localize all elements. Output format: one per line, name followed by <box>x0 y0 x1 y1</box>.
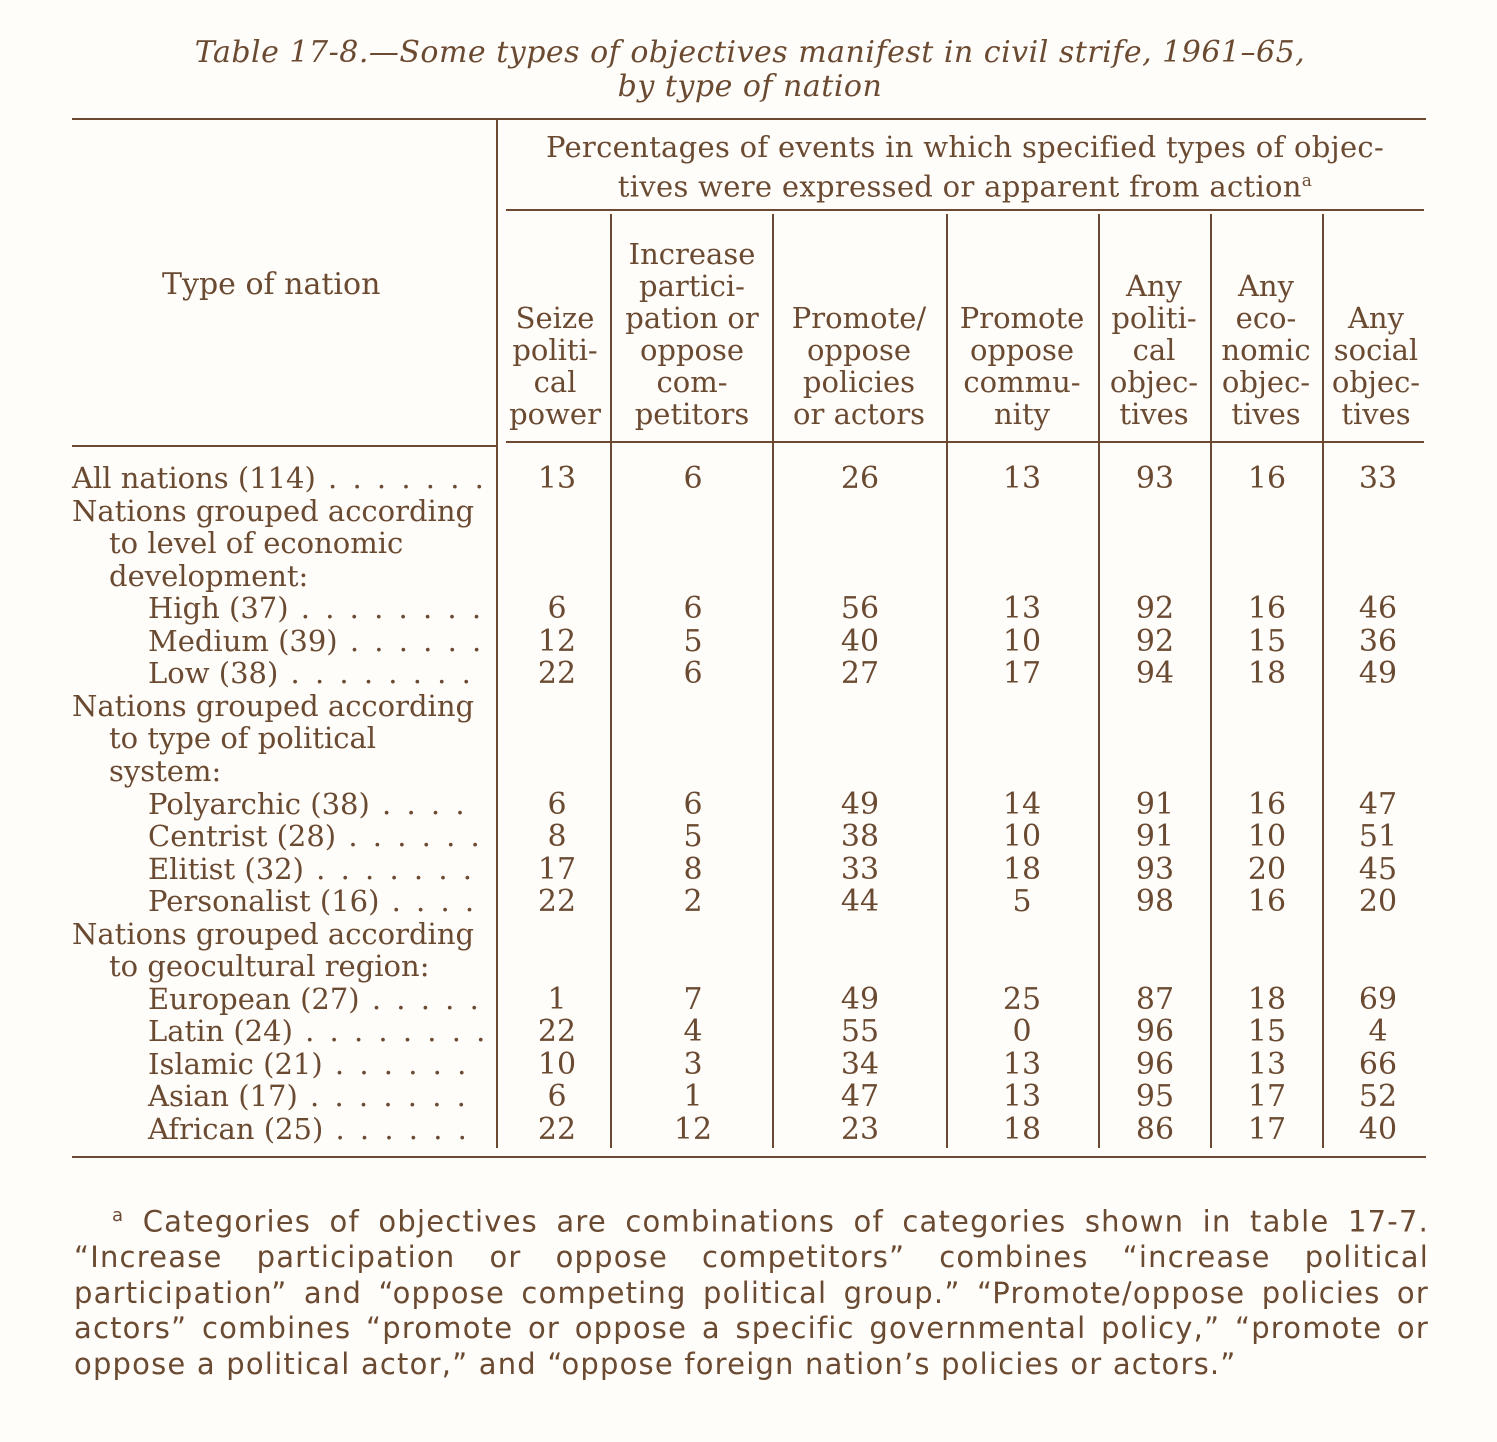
row-label <box>109 755 221 788</box>
table-cell: 13 <box>1002 1046 1042 1082</box>
table-row <box>72 1113 1432 1146</box>
column-header <box>774 302 944 430</box>
table-cell: 96 <box>1135 1046 1175 1082</box>
table-cell: 8 <box>547 819 567 855</box>
table-cell: 10 <box>1247 819 1287 855</box>
table-cell: 17 <box>1002 656 1042 692</box>
row-label <box>109 527 403 560</box>
table-cell: 49 <box>1358 656 1398 692</box>
table-cell: 49 <box>840 786 880 822</box>
table-cell: 2 <box>683 884 703 920</box>
column-header-line: objec- <box>1221 365 1311 399</box>
column-header-line: politi- <box>1111 301 1197 335</box>
table-cell: 87 <box>1135 981 1175 1017</box>
row-label <box>72 690 474 723</box>
table-cell: 10 <box>537 1046 577 1082</box>
column-header-line: Any <box>1237 269 1294 303</box>
column-header-line: Promote/ <box>791 301 927 335</box>
table-cell: 22 <box>537 1112 577 1147</box>
row-label <box>148 1015 488 1048</box>
table-cell: 16 <box>1247 786 1287 822</box>
column-header-line: or actors <box>793 397 925 431</box>
table-cell: 13 <box>537 461 577 496</box>
table-cell: 93 <box>1135 461 1175 496</box>
table-cell: 16 <box>1247 461 1287 496</box>
table-cell: 18 <box>1247 981 1287 1017</box>
footnote-text: Categories of objectives are combinations of categories shown in table 17-7. “Increase participation or oppose competitors” combines “increase political participation” and “oppose competing political group.” “Promote/oppose policies or actors” combines “promote or oppose a specific governmental policy,” “promote or oppose a political actor,” and “oppose foreign nation’s policies or actors.” <box>74 1204 1429 1381</box>
table-cell: 10 <box>1002 623 1042 659</box>
table-cell: 69 <box>1358 981 1398 1017</box>
column-header-line: oppose <box>806 333 912 367</box>
spanner-line-2 <box>500 164 1430 204</box>
table-cell: 44 <box>840 884 880 920</box>
table-cell: 46 <box>1358 591 1398 627</box>
column-header-line: com- <box>656 365 728 399</box>
spanner-line-2-text: tives were expressed or apparent from action <box>617 169 1302 204</box>
table-cell: 1 <box>683 1079 703 1115</box>
row-label <box>72 495 474 528</box>
column-header-line: commu- <box>963 365 1081 399</box>
column-header-line: Promote <box>959 301 1085 335</box>
table-cell: 92 <box>1135 591 1175 627</box>
table-cell: 94 <box>1135 656 1175 692</box>
table-row <box>72 885 1432 918</box>
row-label <box>148 820 483 853</box>
column-header <box>1100 270 1208 430</box>
row-label-text: to type of political <box>109 721 377 756</box>
row-label <box>72 918 474 951</box>
row-label-text: Medium (39) <box>148 623 338 658</box>
row-label <box>148 885 477 918</box>
row-label <box>148 657 474 690</box>
row-label-text: Islamic (21) <box>148 1046 323 1081</box>
table-row <box>72 1048 1432 1081</box>
table-cell: 52 <box>1358 1079 1398 1115</box>
table-footnote <box>74 1198 1429 1382</box>
table-cell: 17 <box>1247 1079 1287 1115</box>
column-header-line: power <box>509 397 601 431</box>
row-label <box>148 625 484 658</box>
row-label <box>148 1080 469 1113</box>
table-cell: 34 <box>840 1046 880 1082</box>
table-cell: 5 <box>683 819 703 855</box>
leader-dots: . . . . . . <box>337 623 485 658</box>
row-label-text: Personalist (16) <box>148 884 380 919</box>
table-cell: 45 <box>1358 851 1398 887</box>
table-row <box>72 983 1432 1016</box>
table-cell: 36 <box>1358 623 1398 659</box>
table-row <box>72 755 1432 788</box>
table-cell: 22 <box>537 884 577 920</box>
leader-dots: . . . . . . <box>322 1046 470 1081</box>
caption-line-2: by type of nation <box>617 69 883 104</box>
column-header-line: nomic <box>1221 333 1311 367</box>
column-header-line: objec- <box>1331 365 1421 399</box>
table-row <box>72 820 1432 853</box>
leader-dots: . . . . <box>369 786 468 821</box>
table-cell: 92 <box>1135 623 1175 659</box>
table-cell: 86 <box>1135 1112 1175 1147</box>
row-label-text: development: <box>109 558 309 593</box>
table-cell: 91 <box>1135 819 1175 855</box>
row-label-text: Nations grouped according <box>72 916 475 951</box>
table-cell: 4 <box>683 1014 703 1050</box>
table-cell: 6 <box>683 656 703 692</box>
leader-dots: . . . . . . . . <box>278 656 474 691</box>
table-cell: 98 <box>1135 884 1175 920</box>
top-rule <box>72 118 1426 120</box>
table-cell: 23 <box>840 1112 880 1147</box>
table-cell: 27 <box>840 656 880 692</box>
row-label <box>148 788 468 821</box>
table-row <box>72 722 1432 755</box>
table-cell: 3 <box>683 1046 703 1082</box>
table-cell: 55 <box>840 1014 880 1050</box>
stub-heading: Type of nation <box>162 267 381 302</box>
table-cell: 33 <box>840 851 880 887</box>
row-label-text: Elitist (32) <box>148 851 304 886</box>
spanner-line-1: Percentages of events in which specified types of objec- <box>545 130 1385 164</box>
row-label-text: Nations grouped according <box>72 493 475 528</box>
column-header <box>948 302 1096 430</box>
table-cell: 51 <box>1358 819 1398 855</box>
leader-dots: . . . . . . . . <box>292 1014 489 1049</box>
column-header-line: cal <box>1132 333 1176 367</box>
table-cell: 0 <box>1012 1014 1032 1050</box>
row-label <box>109 560 308 593</box>
table-cell: 6 <box>683 461 703 496</box>
leader-dots: . . . . . . <box>336 819 483 854</box>
table-cell: 13 <box>1247 1046 1287 1082</box>
column-header-line: Increase <box>628 237 756 271</box>
table-cell: 20 <box>1358 884 1398 920</box>
column-header-line: pation or <box>625 301 759 335</box>
column-header-line: Any <box>1347 301 1404 335</box>
column-header-line: tives <box>1119 397 1189 431</box>
column-header-line: Any <box>1125 269 1182 303</box>
row-label-text: Asian (17) <box>148 1079 298 1114</box>
spanner-note-marker: a <box>1301 171 1313 191</box>
column-header-line: policies <box>802 365 916 399</box>
column-header <box>506 302 604 430</box>
table-cell: 13 <box>1002 461 1042 496</box>
table-cell: 6 <box>547 786 567 822</box>
table-cell: 95 <box>1135 1079 1175 1115</box>
table-row <box>72 495 1432 528</box>
table-cell: 40 <box>840 623 880 659</box>
column-header-line: oppose <box>639 333 745 367</box>
table-row <box>72 918 1432 951</box>
table-row <box>72 527 1432 560</box>
table-cell: 4 <box>1368 1014 1388 1050</box>
row-label-text: Latin (24) <box>148 1014 293 1049</box>
row-label-text: High (37) <box>148 591 289 626</box>
column-header-line: petitors <box>634 397 750 431</box>
row-label-text: African (25) <box>148 1112 324 1146</box>
table-row <box>72 625 1432 658</box>
table-cell: 13 <box>1002 591 1042 627</box>
row-label <box>109 950 429 983</box>
table-cell: 18 <box>1002 1112 1042 1147</box>
table-cell: 17 <box>1247 1112 1287 1147</box>
table-row <box>72 853 1432 886</box>
table-cell: 26 <box>840 461 880 496</box>
table-row <box>72 788 1432 821</box>
table-cell: 22 <box>537 1014 577 1050</box>
row-label-text: European (27) <box>148 981 360 1016</box>
row-label-text: All nations (114) <box>72 461 316 495</box>
footnote-marker: a <box>112 1205 125 1226</box>
column-header-line: tives <box>1231 397 1301 431</box>
table-row <box>72 1015 1432 1048</box>
column-header-line: cal <box>533 365 577 399</box>
table-cell: 12 <box>673 1112 713 1147</box>
column-header-line: oppose <box>969 333 1075 367</box>
table-row <box>72 592 1432 625</box>
column-header-line: Seize <box>515 301 595 335</box>
leader-dots: . . . . . . . <box>297 1079 469 1114</box>
row-label <box>109 722 376 755</box>
table-row <box>72 657 1432 690</box>
column-header-line: eco- <box>1235 301 1297 335</box>
column-header-line: objec- <box>1109 365 1199 399</box>
table-cell: 18 <box>1247 656 1287 692</box>
table-cell: 33 <box>1358 461 1398 496</box>
row-label <box>148 983 482 1016</box>
table-row <box>72 950 1432 983</box>
column-header <box>1324 302 1428 430</box>
table-cell: 6 <box>547 1079 567 1115</box>
leader-dots: . . . . . . . . <box>288 591 485 626</box>
row-label-text: to geocultural region: <box>109 949 430 984</box>
table-cell: 5 <box>683 623 703 659</box>
caption-line-1: Table 17-8.—Some types of objectives manifest in civil strife, 1961–65, <box>194 35 1306 70</box>
column-head-rule <box>506 441 1424 443</box>
row-label <box>148 1048 469 1081</box>
table-cell: 6 <box>683 591 703 627</box>
table-row <box>72 462 1432 495</box>
table-cell: 49 <box>840 981 880 1017</box>
column-header-line: social <box>1333 333 1419 367</box>
column-header <box>1212 270 1320 430</box>
column-header <box>614 238 770 430</box>
table-cell: 10 <box>1002 819 1042 855</box>
spanner-rule <box>506 209 1424 211</box>
table-cell: 66 <box>1358 1046 1398 1082</box>
table-cell: 16 <box>1247 591 1287 627</box>
table-cell: 15 <box>1247 623 1287 659</box>
table-cell: 18 <box>1002 851 1042 887</box>
table-row <box>72 1080 1432 1113</box>
table-cell: 6 <box>547 591 567 627</box>
table-cell: 25 <box>1002 981 1042 1017</box>
row-label <box>148 853 475 886</box>
table-cell: 47 <box>1358 786 1398 822</box>
stub-head-rule <box>72 445 496 447</box>
table-cell: 20 <box>1247 851 1287 887</box>
row-label-text: Low (38) <box>148 656 279 691</box>
row-label-text: to level of economic <box>109 526 404 561</box>
table-cell: 14 <box>1002 786 1042 822</box>
table-cell: 22 <box>537 656 577 692</box>
table-cell: 17 <box>537 851 577 887</box>
table-cell: 6 <box>683 786 703 822</box>
table-cell: 93 <box>1135 851 1175 887</box>
table-cell: 47 <box>840 1079 880 1115</box>
column-header-line: partici- <box>639 269 745 303</box>
row-label-text: Polyarchic (38) <box>148 786 370 821</box>
leader-dots: . . . . . . . <box>303 851 475 886</box>
leader-dots: . . . . <box>379 884 478 919</box>
row-label <box>148 1113 470 1146</box>
table-cell: 16 <box>1247 884 1287 920</box>
table-cell: 5 <box>1012 884 1032 920</box>
table-cell: 40 <box>1358 1112 1398 1147</box>
row-label-text: Nations grouped according <box>72 688 475 723</box>
row-label-text: Centrist (28) <box>148 819 337 854</box>
table-cell: 1 <box>547 981 567 1017</box>
leader-dots: . . . . . . . <box>315 461 487 495</box>
leader-dots: . . . . . <box>359 981 482 1016</box>
column-header-line: nity <box>994 397 1050 431</box>
column-header-line: politi- <box>512 333 598 367</box>
bottom-rule <box>72 1156 1426 1158</box>
table-caption <box>70 36 1430 104</box>
column-header-line: tives <box>1341 397 1411 431</box>
table-cell: 56 <box>840 591 880 627</box>
table-cell: 7 <box>683 981 703 1017</box>
table-cell: 13 <box>1002 1079 1042 1115</box>
table-cell: 8 <box>683 851 703 887</box>
table-cell: 91 <box>1135 786 1175 822</box>
row-label <box>148 592 484 625</box>
table-cell: 38 <box>840 819 880 855</box>
table-row <box>72 690 1432 723</box>
table-row <box>72 560 1432 593</box>
spanner-heading <box>500 130 1430 204</box>
table-cell: 15 <box>1247 1014 1287 1050</box>
table-cell: 96 <box>1135 1014 1175 1050</box>
row-label-text: system: <box>109 753 222 788</box>
row-label <box>72 462 487 495</box>
table-cell: 12 <box>537 623 577 659</box>
leader-dots: . . . . . . <box>323 1112 470 1146</box>
